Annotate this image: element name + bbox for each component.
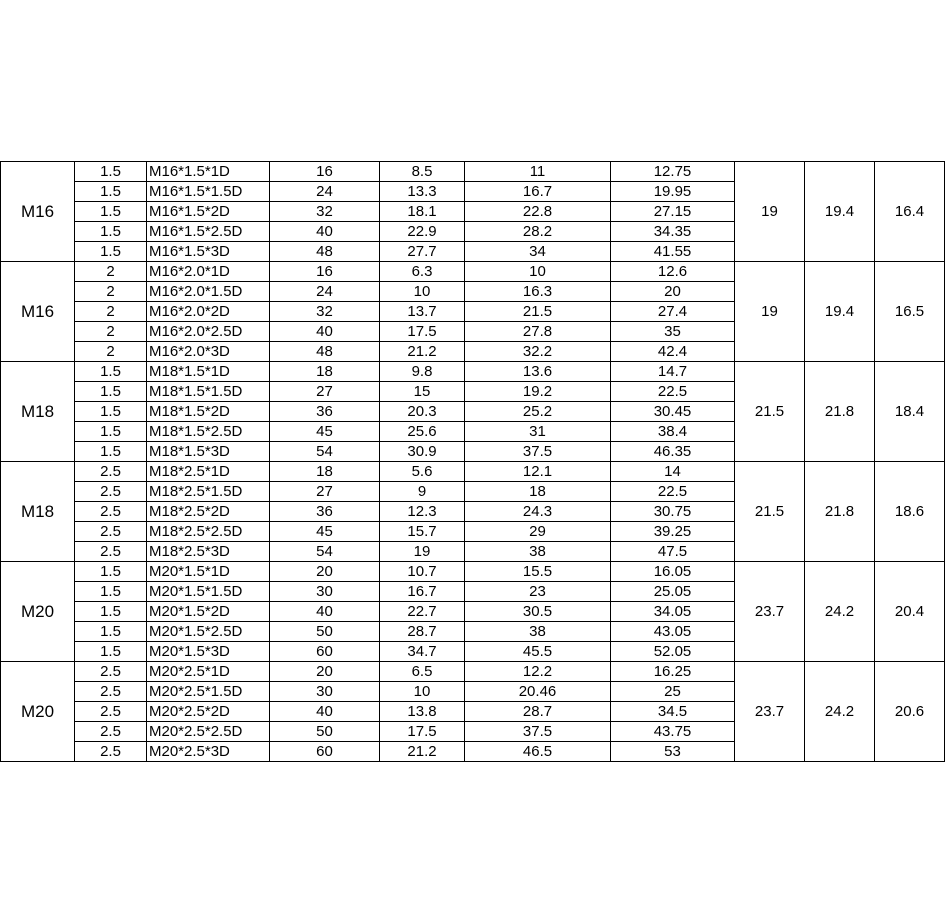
value-c-cell: 30.75 — [611, 502, 735, 522]
value-b-cell: 31 — [465, 422, 611, 442]
length-cell: 27 — [270, 482, 380, 502]
length-cell: 20 — [270, 662, 380, 682]
value-c-cell: 52.05 — [611, 642, 735, 662]
model-cell: M20*1.5*1.5D — [147, 582, 270, 602]
model-cell: M20*1.5*1D — [147, 562, 270, 582]
value-c-cell: 14.7 — [611, 362, 735, 382]
model-cell: M18*2.5*3D — [147, 542, 270, 562]
value-a-cell: 17.5 — [380, 322, 465, 342]
pitch-cell: 1.5 — [75, 242, 147, 262]
model-cell: M20*1.5*2D — [147, 602, 270, 622]
length-cell: 60 — [270, 642, 380, 662]
value-a-cell: 21.2 — [380, 342, 465, 362]
pitch-cell: 2.5 — [75, 542, 147, 562]
thread-size-cell: M20 — [1, 662, 75, 762]
value-b-cell: 11 — [465, 162, 611, 182]
value-a-cell: 13.8 — [380, 702, 465, 722]
value-a-cell: 16.7 — [380, 582, 465, 602]
pitch-cell: 1.5 — [75, 182, 147, 202]
pitch-cell: 2.5 — [75, 722, 147, 742]
pitch-cell: 2 — [75, 342, 147, 362]
length-cell: 40 — [270, 602, 380, 622]
length-cell: 18 — [270, 462, 380, 482]
value-a-cell: 5.6 — [380, 462, 465, 482]
length-cell: 40 — [270, 322, 380, 342]
value-a-cell: 21.2 — [380, 742, 465, 762]
pitch-cell: 1.5 — [75, 402, 147, 422]
value-b-cell: 12.2 — [465, 662, 611, 682]
thread-size-cell: M16 — [1, 162, 75, 262]
value-a-cell: 19 — [380, 542, 465, 562]
thread-size-cell: M16 — [1, 262, 75, 362]
value-b-cell: 34 — [465, 242, 611, 262]
length-cell: 20 — [270, 562, 380, 582]
model-cell: M18*1.5*1.5D — [147, 382, 270, 402]
value-b-cell: 19.2 — [465, 382, 611, 402]
value-a-cell: 18.1 — [380, 202, 465, 222]
length-cell: 54 — [270, 442, 380, 462]
model-cell: M16*2.0*2D — [147, 302, 270, 322]
value-c-cell: 53 — [611, 742, 735, 762]
pitch-cell: 1.5 — [75, 562, 147, 582]
length-cell: 48 — [270, 242, 380, 262]
value-c-cell: 16.05 — [611, 562, 735, 582]
value-a-cell: 15 — [380, 382, 465, 402]
length-cell: 32 — [270, 202, 380, 222]
value-c-cell: 43.05 — [611, 622, 735, 642]
value-b-cell: 16.7 — [465, 182, 611, 202]
model-cell: M20*1.5*2.5D — [147, 622, 270, 642]
model-cell: M18*2.5*1D — [147, 462, 270, 482]
pitch-cell: 1.5 — [75, 442, 147, 462]
value-a-cell: 8.5 — [380, 162, 465, 182]
value-b-cell: 20.46 — [465, 682, 611, 702]
model-cell: M20*1.5*3D — [147, 642, 270, 662]
value-c-cell: 14 — [611, 462, 735, 482]
value-c-cell: 43.75 — [611, 722, 735, 742]
value-b-cell: 29 — [465, 522, 611, 542]
value-a-cell: 27.7 — [380, 242, 465, 262]
length-cell: 30 — [270, 682, 380, 702]
pitch-cell: 1.5 — [75, 602, 147, 622]
value-a-cell: 10 — [380, 282, 465, 302]
value-a-cell: 13.3 — [380, 182, 465, 202]
value-c-cell: 41.55 — [611, 242, 735, 262]
length-cell: 50 — [270, 722, 380, 742]
value-c-cell: 34.05 — [611, 602, 735, 622]
thread-size-cell: M20 — [1, 562, 75, 662]
value-b-cell: 10 — [465, 262, 611, 282]
pitch-cell: 1.5 — [75, 622, 147, 642]
model-cell: M16*1.5*2D — [147, 202, 270, 222]
model-cell: M18*1.5*3D — [147, 442, 270, 462]
value-a-cell: 10.7 — [380, 562, 465, 582]
length-cell: 45 — [270, 522, 380, 542]
group-value-3-cell: 16.4 — [875, 162, 945, 262]
value-b-cell: 27.8 — [465, 322, 611, 342]
group-value-2-cell: 19.4 — [805, 262, 875, 362]
group-value-1-cell: 23.7 — [735, 562, 805, 662]
value-c-cell: 34.5 — [611, 702, 735, 722]
model-cell: M20*2.5*2.5D — [147, 722, 270, 742]
pitch-cell: 2.5 — [75, 522, 147, 542]
model-cell: M18*1.5*1D — [147, 362, 270, 382]
pitch-cell: 2.5 — [75, 502, 147, 522]
model-cell: M20*2.5*1.5D — [147, 682, 270, 702]
thread-size-cell: M18 — [1, 462, 75, 562]
value-c-cell: 25 — [611, 682, 735, 702]
length-cell: 54 — [270, 542, 380, 562]
thread-spec-table — [0, 161, 945, 762]
group-value-3-cell: 18.6 — [875, 462, 945, 562]
group-value-1-cell: 19 — [735, 162, 805, 262]
model-cell: M18*1.5*2D — [147, 402, 270, 422]
value-b-cell: 12.1 — [465, 462, 611, 482]
value-b-cell: 24.3 — [465, 502, 611, 522]
table-row — [1, 462, 945, 482]
pitch-cell: 1.5 — [75, 422, 147, 442]
value-c-cell: 19.95 — [611, 182, 735, 202]
group-value-1-cell: 21.5 — [735, 462, 805, 562]
pitch-cell: 2.5 — [75, 462, 147, 482]
value-a-cell: 22.7 — [380, 602, 465, 622]
value-c-cell: 12.6 — [611, 262, 735, 282]
table-row — [1, 362, 945, 382]
length-cell: 24 — [270, 182, 380, 202]
value-b-cell: 37.5 — [465, 722, 611, 742]
table-row — [1, 662, 945, 682]
value-b-cell: 45.5 — [465, 642, 611, 662]
model-cell: M20*2.5*2D — [147, 702, 270, 722]
model-cell: M16*1.5*1D — [147, 162, 270, 182]
value-b-cell: 28.2 — [465, 222, 611, 242]
model-cell: M16*2.0*1.5D — [147, 282, 270, 302]
pitch-cell: 2.5 — [75, 702, 147, 722]
value-b-cell: 37.5 — [465, 442, 611, 462]
length-cell: 32 — [270, 302, 380, 322]
value-b-cell: 13.6 — [465, 362, 611, 382]
pitch-cell: 2 — [75, 262, 147, 282]
group-value-3-cell: 16.5 — [875, 262, 945, 362]
pitch-cell: 2.5 — [75, 742, 147, 762]
length-cell: 16 — [270, 162, 380, 182]
table-row — [1, 162, 945, 182]
value-b-cell: 28.7 — [465, 702, 611, 722]
value-a-cell: 9 — [380, 482, 465, 502]
value-b-cell: 30.5 — [465, 602, 611, 622]
model-cell: M20*2.5*1D — [147, 662, 270, 682]
value-a-cell: 20.3 — [380, 402, 465, 422]
value-b-cell: 46.5 — [465, 742, 611, 762]
model-cell: M18*2.5*2D — [147, 502, 270, 522]
value-a-cell: 25.6 — [380, 422, 465, 442]
group-value-2-cell: 21.8 — [805, 462, 875, 562]
value-b-cell: 21.5 — [465, 302, 611, 322]
group-value-2-cell: 24.2 — [805, 562, 875, 662]
value-c-cell: 12.75 — [611, 162, 735, 182]
pitch-cell: 2 — [75, 322, 147, 342]
length-cell: 16 — [270, 262, 380, 282]
pitch-cell: 1.5 — [75, 582, 147, 602]
value-c-cell: 42.4 — [611, 342, 735, 362]
value-a-cell: 22.9 — [380, 222, 465, 242]
pitch-cell: 1.5 — [75, 362, 147, 382]
length-cell: 50 — [270, 622, 380, 642]
group-value-2-cell: 21.8 — [805, 362, 875, 462]
value-b-cell: 32.2 — [465, 342, 611, 362]
value-c-cell: 35 — [611, 322, 735, 342]
value-c-cell: 16.25 — [611, 662, 735, 682]
value-a-cell: 28.7 — [380, 622, 465, 642]
length-cell: 27 — [270, 382, 380, 402]
length-cell: 24 — [270, 282, 380, 302]
length-cell: 36 — [270, 502, 380, 522]
model-cell: M18*2.5*1.5D — [147, 482, 270, 502]
group-value-3-cell: 18.4 — [875, 362, 945, 462]
value-a-cell: 34.7 — [380, 642, 465, 662]
value-c-cell: 46.35 — [611, 442, 735, 462]
value-b-cell: 16.3 — [465, 282, 611, 302]
value-c-cell: 22.5 — [611, 482, 735, 502]
length-cell: 40 — [270, 702, 380, 722]
pitch-cell: 2.5 — [75, 662, 147, 682]
pitch-cell: 1.5 — [75, 202, 147, 222]
value-b-cell: 22.8 — [465, 202, 611, 222]
length-cell: 30 — [270, 582, 380, 602]
value-c-cell: 27.4 — [611, 302, 735, 322]
value-c-cell: 30.45 — [611, 402, 735, 422]
value-a-cell: 12.3 — [380, 502, 465, 522]
model-cell: M16*2.0*1D — [147, 262, 270, 282]
pitch-cell: 1.5 — [75, 162, 147, 182]
value-c-cell: 47.5 — [611, 542, 735, 562]
value-a-cell: 6.3 — [380, 262, 465, 282]
value-c-cell: 34.35 — [611, 222, 735, 242]
length-cell: 60 — [270, 742, 380, 762]
model-cell: M16*1.5*3D — [147, 242, 270, 262]
group-value-3-cell: 20.6 — [875, 662, 945, 762]
pitch-cell: 2 — [75, 302, 147, 322]
group-value-1-cell: 19 — [735, 262, 805, 362]
model-cell: M16*2.0*2.5D — [147, 322, 270, 342]
pitch-cell: 1.5 — [75, 642, 147, 662]
value-c-cell: 25.05 — [611, 582, 735, 602]
value-a-cell: 13.7 — [380, 302, 465, 322]
value-a-cell: 17.5 — [380, 722, 465, 742]
value-b-cell: 38 — [465, 542, 611, 562]
model-cell: M16*1.5*2.5D — [147, 222, 270, 242]
group-value-3-cell: 20.4 — [875, 562, 945, 662]
length-cell: 18 — [270, 362, 380, 382]
table-row — [1, 562, 945, 582]
value-c-cell: 38.4 — [611, 422, 735, 442]
value-b-cell: 23 — [465, 582, 611, 602]
value-b-cell: 15.5 — [465, 562, 611, 582]
group-value-2-cell: 19.4 — [805, 162, 875, 262]
thread-size-cell: M18 — [1, 362, 75, 462]
model-cell: M18*2.5*2.5D — [147, 522, 270, 542]
value-c-cell: 27.15 — [611, 202, 735, 222]
model-cell: M16*1.5*1.5D — [147, 182, 270, 202]
value-a-cell: 6.5 — [380, 662, 465, 682]
model-cell: M16*2.0*3D — [147, 342, 270, 362]
length-cell: 36 — [270, 402, 380, 422]
pitch-cell: 2.5 — [75, 682, 147, 702]
pitch-cell: 1.5 — [75, 382, 147, 402]
length-cell: 45 — [270, 422, 380, 442]
pitch-cell: 1.5 — [75, 222, 147, 242]
length-cell: 40 — [270, 222, 380, 242]
group-value-2-cell: 24.2 — [805, 662, 875, 762]
table-row — [1, 262, 945, 282]
value-a-cell: 10 — [380, 682, 465, 702]
value-a-cell: 9.8 — [380, 362, 465, 382]
pitch-cell: 2 — [75, 282, 147, 302]
model-cell: M20*2.5*3D — [147, 742, 270, 762]
value-a-cell: 30.9 — [380, 442, 465, 462]
group-value-1-cell: 23.7 — [735, 662, 805, 762]
value-b-cell: 38 — [465, 622, 611, 642]
value-c-cell: 22.5 — [611, 382, 735, 402]
value-c-cell: 39.25 — [611, 522, 735, 542]
pitch-cell: 2.5 — [75, 482, 147, 502]
value-a-cell: 15.7 — [380, 522, 465, 542]
group-value-1-cell: 21.5 — [735, 362, 805, 462]
length-cell: 48 — [270, 342, 380, 362]
value-c-cell: 20 — [611, 282, 735, 302]
model-cell: M18*1.5*2.5D — [147, 422, 270, 442]
value-b-cell: 25.2 — [465, 402, 611, 422]
value-b-cell: 18 — [465, 482, 611, 502]
